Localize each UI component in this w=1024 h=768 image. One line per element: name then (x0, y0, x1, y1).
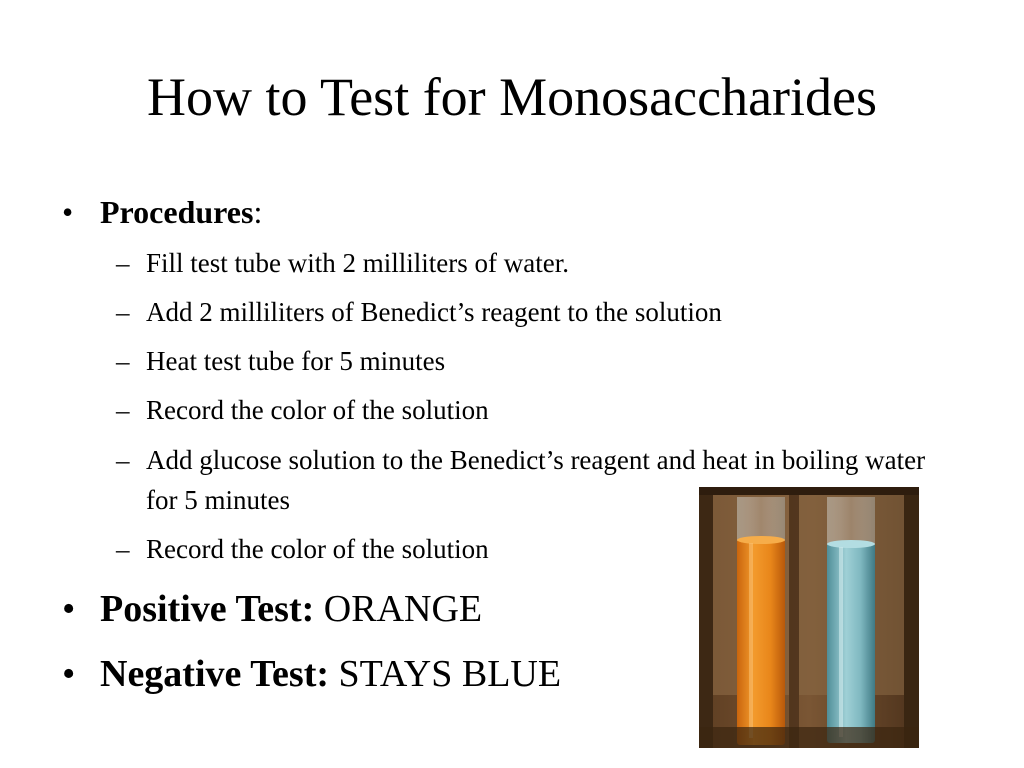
test-tubes-photo (699, 487, 919, 748)
rack-post (904, 487, 919, 748)
negative-test-bullet (62, 650, 562, 698)
step-text: Heat test tube for 5 minutes (146, 346, 446, 376)
positive-test-label: Positive Test: (100, 588, 315, 630)
procedure-step (116, 390, 489, 430)
step-text: Record the color of the solution (146, 534, 489, 564)
left-tube-highlight (749, 543, 753, 738)
dash-icon: – (116, 248, 130, 278)
negative-test-value: STAYS BLUE (338, 653, 562, 695)
step-text: Add 2 milliliters of Benedict’s reagent to the solution (146, 297, 722, 327)
procedures-label: Procedures (100, 194, 254, 230)
left-tube-liquid (737, 539, 785, 745)
rack-post (699, 487, 713, 748)
rack-base (699, 727, 919, 748)
dash-icon: – (116, 346, 130, 376)
rack-post (789, 487, 799, 748)
dash-icon: – (116, 534, 130, 564)
procedure-step (116, 341, 446, 381)
step-text: Fill test tube with 2 milliliters of water. (146, 248, 569, 278)
dash-icon: – (116, 297, 130, 327)
bullet-icon: • (62, 194, 74, 230)
right-tube-meniscus (827, 540, 875, 548)
dash-icon: – (116, 395, 130, 425)
procedures-suffix: : (253, 194, 263, 230)
procedure-step (116, 292, 722, 332)
procedures-bullet (62, 190, 263, 234)
step-text: Add glucose solution to the Benedict’s reagent and heat in boiling water for 5 minutes (146, 445, 926, 515)
left-tube-meniscus (737, 536, 785, 544)
positive-test-bullet (62, 585, 483, 633)
procedure-step (116, 243, 569, 283)
right-tube-highlight (839, 547, 843, 737)
right-tube-liquid (827, 543, 875, 743)
bullet-icon: • (62, 653, 76, 695)
procedure-step (116, 529, 489, 569)
rack-top-bar (699, 487, 919, 495)
positive-test-value: ORANGE (323, 588, 483, 630)
slide-title: How to Test for Monosaccharides (146, 67, 878, 127)
dash-icon: – (116, 445, 130, 475)
bullet-icon: • (62, 588, 76, 630)
step-text: Record the color of the solution (146, 395, 489, 425)
negative-test-label: Negative Test: (100, 653, 330, 695)
